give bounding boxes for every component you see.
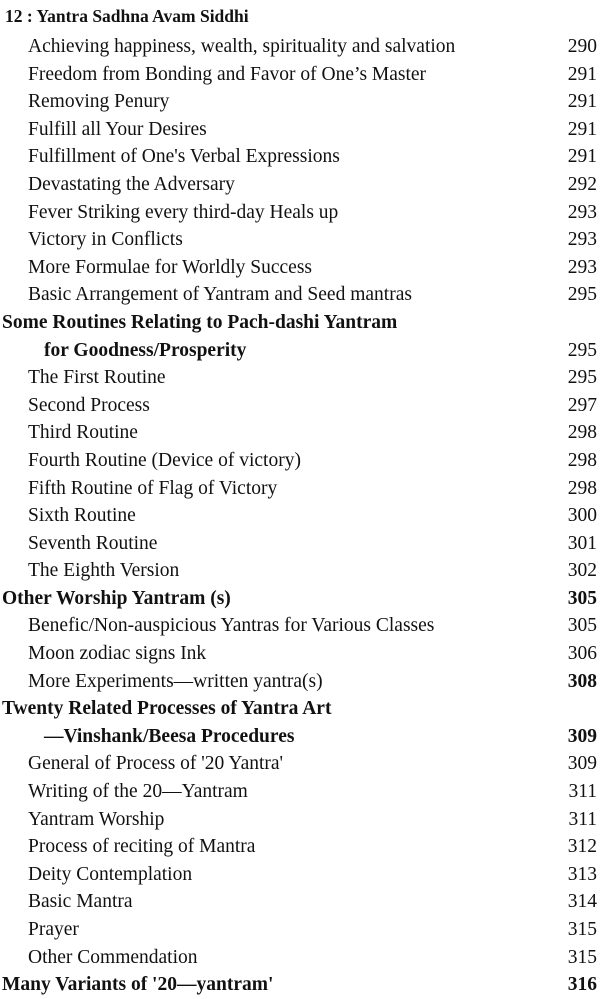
toc-entry-title: Other Worship Yantram (s) bbox=[2, 587, 231, 609]
toc-entry-title: Process of reciting of Mantra bbox=[28, 836, 256, 858]
toc-entry-title: Achieving happiness, wealth, spirituality and salvation bbox=[28, 36, 456, 57]
toc-entry bbox=[0, 226, 600, 254]
toc-page-number: 302 bbox=[567, 560, 597, 582]
toc-entry bbox=[0, 392, 600, 420]
toc-page-number: 313 bbox=[567, 863, 597, 885]
toc-page-number: 293 bbox=[567, 229, 597, 251]
toc-entry-title: Prayer bbox=[28, 919, 79, 940]
toc-entry-title: Many Variants of '20—yantram' bbox=[2, 974, 274, 996]
toc-entry-title: The Eighth Version bbox=[28, 560, 180, 582]
toc-entry bbox=[0, 612, 600, 640]
toc-entry-title: Yantram Worship bbox=[28, 808, 165, 830]
toc-page-number: 311 bbox=[568, 781, 597, 803]
toc-entry-title: —Vinshank/Beesa Procedures bbox=[44, 725, 295, 747]
toc-entry-title: Benefic/Non-auspicious Yantras for Various Classes bbox=[28, 615, 435, 637]
toc-entry bbox=[0, 143, 600, 171]
toc-page-number: 295 bbox=[567, 284, 597, 306]
toc-page-number: 291 bbox=[567, 146, 597, 168]
toc-entry bbox=[0, 668, 600, 696]
toc-entry bbox=[0, 916, 600, 944]
toc-page-number: 297 bbox=[567, 394, 597, 416]
toc-page-number: 305 bbox=[567, 587, 597, 609]
toc-entry-title: Basic Arrangement of Yantram and Seed mantras bbox=[28, 284, 412, 306]
toc-page-number: 314 bbox=[567, 891, 597, 913]
toc-entry bbox=[0, 861, 600, 889]
toc-entry bbox=[0, 171, 600, 199]
toc-entry-title: More Experiments—written yantra(s) bbox=[28, 670, 323, 692]
toc-entry-title: Fulfill all Your Desires bbox=[28, 118, 207, 140]
toc-entry bbox=[0, 447, 600, 475]
toc-entry bbox=[0, 502, 600, 530]
toc-entry-title: Second Process bbox=[28, 394, 150, 416]
toc-section-heading bbox=[0, 585, 600, 613]
toc-entry bbox=[0, 419, 600, 447]
toc-entry-title: Twenty Related Processes of Yantra Art bbox=[2, 698, 332, 720]
toc-entry bbox=[0, 750, 600, 778]
toc-entry bbox=[0, 364, 600, 392]
toc-page-number: 291 bbox=[567, 118, 597, 140]
toc-page-number: 309 bbox=[567, 725, 597, 747]
toc-entry bbox=[0, 199, 600, 227]
toc-entry-title: Basic Mantra bbox=[28, 891, 133, 913]
toc-entry-title: Removing Penury bbox=[28, 91, 170, 113]
toc-entry bbox=[0, 944, 600, 972]
toc-entry bbox=[0, 281, 600, 309]
toc-section-heading bbox=[0, 695, 600, 723]
toc-entry bbox=[0, 475, 600, 503]
toc-page-number: 298 bbox=[567, 422, 597, 444]
toc-entry-title: Devastating the Adversary bbox=[28, 173, 235, 195]
toc-entry-title: for Goodness/Prosperity bbox=[44, 339, 247, 361]
toc-entry-title: Moon zodiac signs Ink bbox=[28, 643, 207, 665]
toc-section-heading-continued bbox=[0, 337, 600, 365]
toc-entry bbox=[0, 640, 600, 668]
toc-entry bbox=[0, 88, 600, 116]
toc-page-number: 301 bbox=[567, 532, 597, 554]
toc-entry-title: More Formulae for Worldly Success bbox=[28, 256, 313, 278]
toc-entry-title: Fever Striking every third-day Heals up bbox=[28, 201, 339, 223]
toc-page-number: 315 bbox=[567, 946, 597, 968]
toc-page-number: 309 bbox=[567, 753, 597, 775]
toc-page-number: 292 bbox=[567, 173, 597, 195]
running-header: 12 : Yantra Sadhna Avam Siddhi bbox=[5, 6, 249, 26]
toc-entry-title: Seventh Routine bbox=[28, 532, 158, 554]
toc-page-number: 308 bbox=[567, 670, 597, 692]
toc-page-number: 311 bbox=[568, 808, 597, 830]
toc-entry-title: The First Routine bbox=[28, 367, 166, 389]
toc-page-number: 306 bbox=[567, 643, 597, 665]
toc-entry-title: Fulfillment of One's Verbal Expressions bbox=[28, 146, 340, 168]
toc-page-number: 295 bbox=[567, 367, 597, 389]
toc-page-number: 291 bbox=[567, 63, 597, 85]
toc-entry-title: Some Routines Relating to Pach-dashi Yantram bbox=[2, 311, 398, 333]
toc-entry bbox=[0, 116, 600, 144]
toc-entry bbox=[0, 806, 600, 834]
toc-entry bbox=[0, 778, 600, 806]
toc-entry bbox=[0, 530, 600, 558]
toc-entry bbox=[0, 557, 600, 585]
toc-page-number: 298 bbox=[567, 449, 597, 471]
toc-section-heading-continued bbox=[0, 723, 600, 751]
toc-entry-title: Other Commendation bbox=[28, 946, 198, 968]
table-of-contents bbox=[0, 33, 600, 999]
toc-page-number: 298 bbox=[567, 477, 597, 499]
toc-entry-title: Sixth Routine bbox=[28, 505, 136, 527]
toc-entry-title: Third Routine bbox=[28, 422, 138, 444]
toc-page-number: 300 bbox=[567, 505, 597, 527]
toc-entry bbox=[0, 888, 600, 916]
toc-entry-title: Fourth Routine (Device of victory) bbox=[28, 449, 301, 471]
toc-entry bbox=[0, 254, 600, 282]
toc-entry bbox=[0, 833, 600, 861]
toc-entry bbox=[0, 33, 600, 61]
toc-entry-title: Fifth Routine of Flag of Victory bbox=[28, 477, 278, 499]
toc-entry bbox=[0, 61, 600, 89]
toc-entry-title: Writing of the 20—Yantram bbox=[28, 781, 248, 803]
toc-page-number: 305 bbox=[567, 615, 597, 637]
toc-page-number: 293 bbox=[567, 201, 597, 223]
toc-page-number: 312 bbox=[567, 836, 597, 858]
toc-page-number: 290 bbox=[567, 36, 597, 57]
toc-entry-title: Deity Contemplation bbox=[28, 863, 193, 885]
toc-entry-title: Victory in Conflicts bbox=[28, 229, 183, 251]
toc-page-number: 291 bbox=[567, 91, 597, 113]
toc-page-number: 315 bbox=[567, 919, 597, 940]
toc-section-heading bbox=[0, 309, 600, 337]
toc-entry-title: Freedom from Bonding and Favor of One’s Master bbox=[28, 63, 427, 85]
toc-page-number: 316 bbox=[567, 974, 597, 996]
toc-page-number: 295 bbox=[567, 339, 597, 361]
toc-page-number: 293 bbox=[567, 256, 597, 278]
toc-entry-title: General of Process of '20 Yantra' bbox=[28, 753, 284, 775]
